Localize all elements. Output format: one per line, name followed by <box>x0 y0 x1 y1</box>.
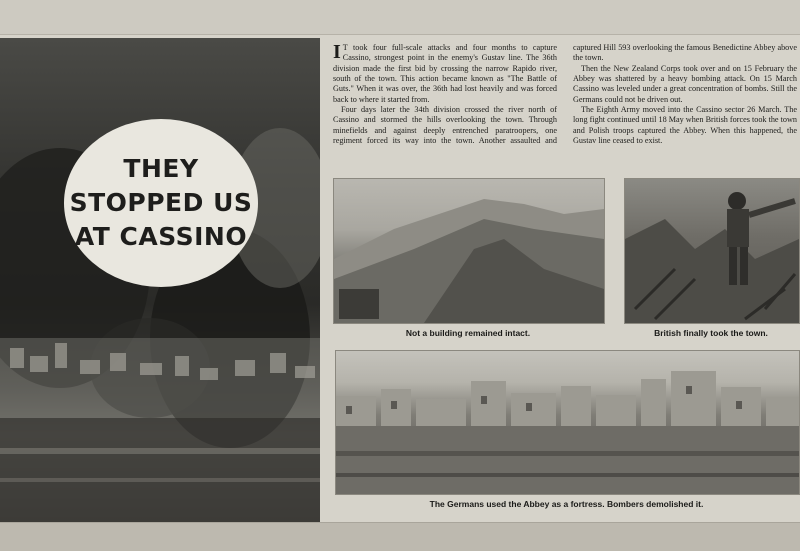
article-paragraph-1: I T took four full-scale attacks and four months to capture Cassino, strongest point in the enemy's Gustav line. The 36th division made the first bid by crossing the narrow Rapido river, south of the town. This action became known as "The Battle of Guts." When it was over, the 36th had lost heavily and was forced back to where it started from. <box>333 41 557 104</box>
headline-line-1: THEY <box>123 154 199 183</box>
photo-abbey-ruins <box>335 350 800 495</box>
photo-soldier-rubble <box>624 178 800 324</box>
drop-cap: I <box>333 41 341 63</box>
article-paragraph-4: The Eighth Army moved into the Cassino sector 26 March. The long fight continued until 18 May when British forces took the town and Polish troops captured the Abbey. When this happened, the Gustav line ceased to exist. <box>573 105 797 146</box>
article-paragraph-2: Four days later the 34th division crossed the river north of Cassino and stormed the hills overlooking the town. Through minefields and against deeply entrenched paratroopers, one regiment forced its way into the town. Another assaulted and captured Hill 593 overlooking the famous Benedictine Abbey above the town. <box>333 43 797 146</box>
hero-photo-burning-town <box>0 38 320 522</box>
headline-line-3: AT CASSINO <box>74 222 248 251</box>
caption-mountain: Not a building remained intact. <box>405 328 531 338</box>
article-body <box>333 43 797 173</box>
mountain-graphic <box>334 179 604 323</box>
soldier-graphic <box>625 179 799 323</box>
headline-line-2: STOPPED US <box>69 188 253 217</box>
bottom-margin <box>0 522 800 551</box>
article-paragraph-3: Then the New Zealand Corps took over and on 15 February the Abbey was shattered by a heavy bombing attack. On 15 March Cassino was leveled under a great concentration of bombs. Still the Germans could not be driven out. <box>573 63 797 104</box>
headline-disc <box>64 119 258 287</box>
caption-ruins: The Germans used the Abbey as a fortress. Bombers demolished it. <box>429 499 704 509</box>
caption-soldier: British finally took the town. <box>654 328 768 338</box>
photo-mountain-ruins <box>333 178 605 324</box>
ruins-graphic <box>336 351 799 494</box>
top-margin <box>0 0 800 35</box>
